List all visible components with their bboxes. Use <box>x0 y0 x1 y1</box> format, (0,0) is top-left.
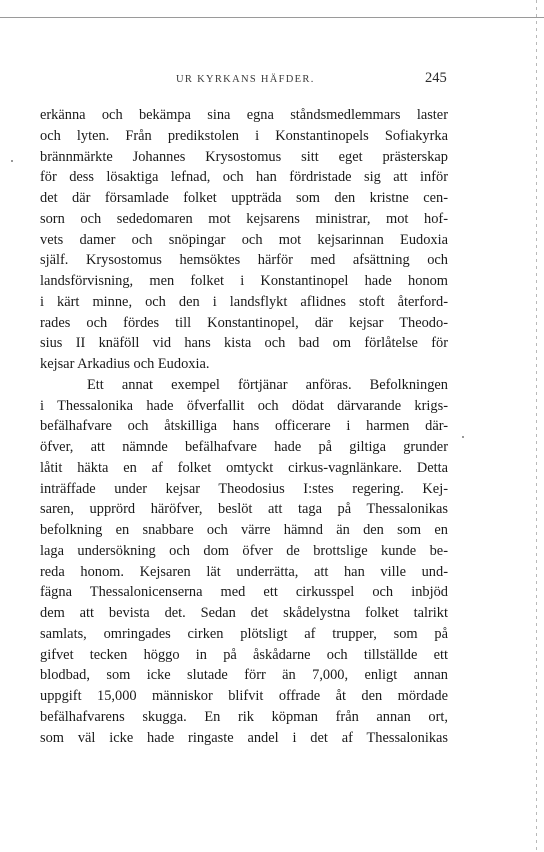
top-rule <box>0 17 544 18</box>
print-speck <box>462 436 464 438</box>
text-line: sius II knäföll vid hans kista och bad om förlåtelse för <box>40 335 448 352</box>
text-line: för dess lösaktiga lefnad, och han fördristade sig att inför <box>40 169 448 186</box>
text-line: det där församlade folket uppträda som den kristne cen- <box>40 190 448 206</box>
text-line: gifvet tecken höggo in på åskådarne och tillställde ett <box>40 646 448 663</box>
text-line: som väl icke hade ringaste andel i det af Thessalonikas <box>40 729 448 746</box>
text-line: öfver, att nämnde befälhafvare hade på giltiga grunder <box>40 439 448 455</box>
page-number: 245 <box>425 70 447 86</box>
text-line: befälhafvare och åtskilliga hans officerare i harmen där- <box>40 418 448 435</box>
paragraph-start-line: Ett annat exempel förtjänar anföras. Befolkningen <box>87 376 448 393</box>
text-line: vets damer och snöpingar och mot kejsarinnan Eudoxia <box>40 231 448 248</box>
text-line: saren, upprörd häröfver, beslöt att taga på Thessalonikas <box>40 501 448 518</box>
text-line: blodbad, som icke slutade förr än 7,000, enligt annan <box>40 667 448 684</box>
print-speck <box>11 160 13 162</box>
text-line: erkänna och bekämpa sina egna ståndsmedlemmars laster <box>40 107 448 123</box>
text-line: i kärt minne, och den i landsflykt aflidnes stoft återford- <box>40 293 448 310</box>
text-line: laga undersökning och dom öfver de brottslige kunde be- <box>40 542 448 559</box>
text-line: rades och fördes till Konstantinopel, där kejsar Theodo- <box>40 314 448 331</box>
page-edge <box>536 0 537 852</box>
text-line: befolkning en snabbare och värre hämnd än den som en <box>40 522 448 538</box>
text-line: uppgift 15,000 människor blifvit offrade åt den mördade <box>40 688 448 704</box>
text-line: själf. Krysostomus hemsöktes härför med afsättning och <box>40 252 448 269</box>
paragraph-end-line: kejsar Arkadius och Eudoxia. <box>40 356 210 372</box>
text-line: samlats, omringades cirken plötsligt af trupper, som på <box>40 625 448 642</box>
text-line: inträffade under kejsar Theodosius I:stes regering. Kej- <box>40 480 448 497</box>
text-line: brännmärkte Johannes Krysostomus sitt eget prästerskap <box>40 148 448 165</box>
body-text <box>40 105 448 748</box>
text-line: låtit häkta en af folket omtyckt cirkus-vagnlänkare. Detta <box>40 459 448 476</box>
text-line: sorn och sededomaren mot kejsarens ministrar, mot hof- <box>40 210 448 227</box>
running-head: UR KYRKANS HÄFDER. <box>176 74 315 85</box>
text-line: dem att bevista det. Sedan det skådelystna folket talrikt <box>40 605 448 621</box>
text-line: fägna Thessalonicenserna med ett cirkusspel och inbjöd <box>40 584 448 601</box>
text-line: befälhafvarens skugga. En rik köpman från annan ort, <box>40 708 448 725</box>
text-line: reda honom. Kejsaren lät underrätta, att han ville und- <box>40 563 448 580</box>
text-line: landsförvisning, men folket i Konstantinopel hade honom <box>40 273 448 289</box>
text-line: och lyten. Från predikstolen i Konstantinopels Sofiakyrka <box>40 127 448 144</box>
text-line: i Thessalonika hade öfverfallit och dödat därvarande krigs- <box>40 397 448 414</box>
